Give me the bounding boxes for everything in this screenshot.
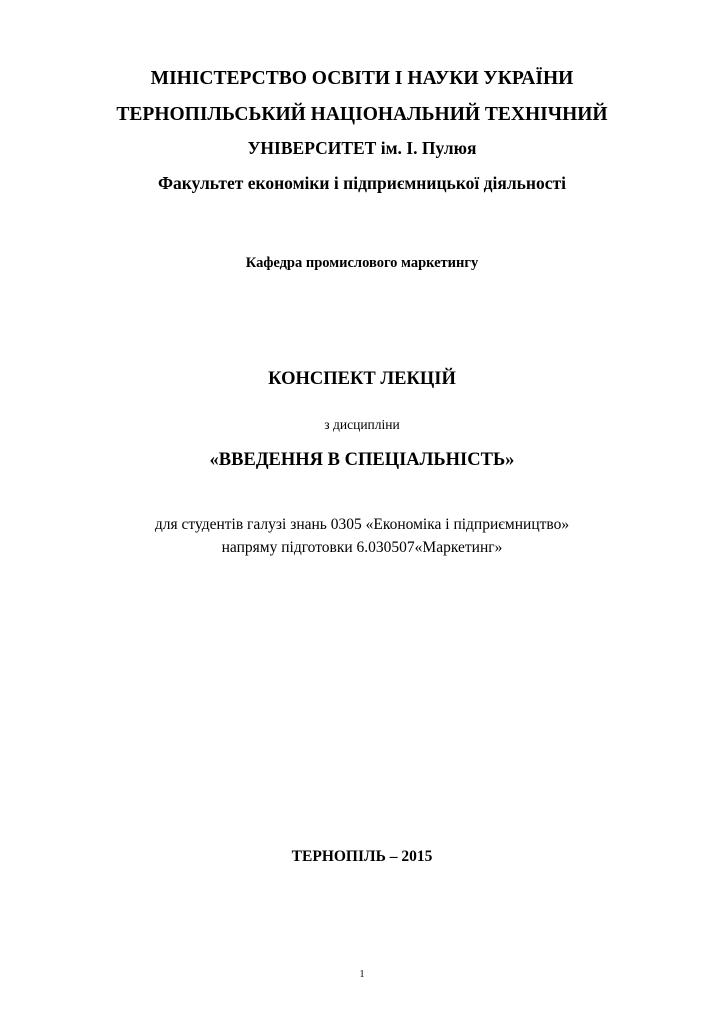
university-heading-line1: ТЕРНОПІЛЬСЬКИЙ НАЦІОНАЛЬНИЙ ТЕХНІЧНИЙ (116, 104, 608, 125)
audience-line-1: для студентів галузі знань 0305 «Економіка і підприємництво» (154, 516, 570, 533)
ministry-heading: МІНІСТЕРСТВО ОСВІТИ І НАУКИ УКРАЇНИ (150, 68, 574, 89)
university-heading-line2: УНІВЕРСИТЕТ ім. І. Пулюя (247, 138, 477, 158)
discipline-prefix: з дисципліни (324, 417, 400, 432)
faculty-heading: Факультет економіки і підприємницької діяльності (158, 173, 566, 193)
city-year: ТЕРНОПІЛЬ – 2015 (291, 848, 433, 865)
page-number: 1 (359, 969, 365, 980)
department-heading: Кафедра промислового маркетингу (245, 255, 479, 271)
document-type-title: КОНСПЕКТ ЛЕКЦІЙ (268, 369, 456, 389)
discipline-title: «ВВЕДЕННЯ В СПЕЦІАЛЬНІСТЬ» (209, 450, 515, 470)
audience-line-2: напряму підготовки 6.030507«Маркетинг» (221, 539, 503, 556)
